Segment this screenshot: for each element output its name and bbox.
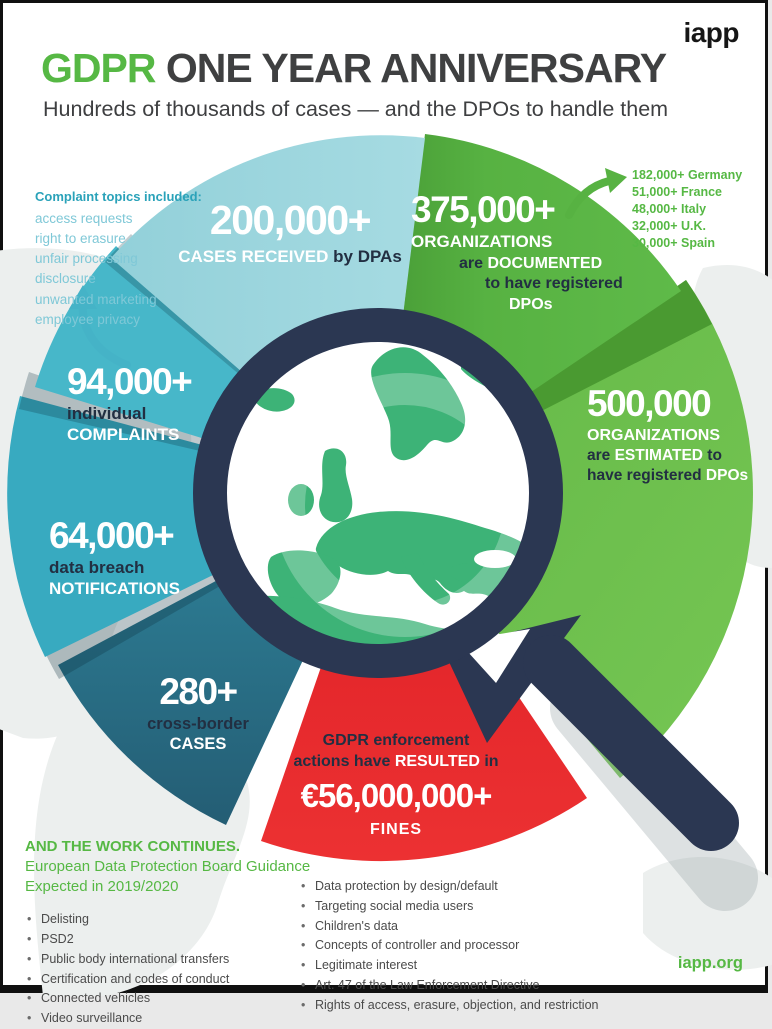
guidance-item: • Art. 47 of the Law Enforcement Directive — [299, 976, 598, 996]
stat-value: 375,000+ — [411, 189, 555, 230]
stat-value: 500,000 — [587, 383, 711, 424]
guidance-item: • PSD2 — [25, 930, 310, 950]
stat-text-white: RESULTED — [394, 752, 480, 770]
stat-fines — [258, 731, 534, 839]
guidance-item: • Data protection by design/default — [299, 877, 598, 897]
country-stat: 32,000+ U.K. — [632, 218, 707, 233]
stat-label: FINES — [369, 820, 423, 838]
stat-text-white: NOTIFICATIONS — [49, 578, 180, 598]
work-continues-sub2: Expected in 2019/2020 — [25, 877, 179, 895]
stat-documented — [411, 187, 651, 314]
stat-text-dark: cross-border — [147, 715, 249, 734]
country-stat: 48,000+ Italy — [632, 201, 707, 216]
page-subtitle: Hundreds of thousands of cases — and the DPOs to handle them — [43, 97, 669, 121]
iapp-org-link: iapp.org — [677, 954, 743, 972]
dpo-countries-list — [632, 167, 742, 251]
stat-breaches — [49, 513, 180, 600]
stat-value: 64,000+ — [49, 515, 174, 556]
guidance-item: • Certification and codes of conduct — [25, 970, 310, 990]
stat-label-dark: by DPAs — [333, 247, 402, 267]
complaint-topics-title: Complaint topics included: — [35, 189, 202, 204]
stat-text-dark: individual — [67, 404, 147, 424]
stat-label: CASES RECEIVED — [178, 247, 334, 267]
stat-cases-received — [161, 195, 419, 268]
guidance-item: • Children's data — [299, 917, 598, 937]
dpo-countries — [632, 167, 742, 251]
title-rest: ONE YEAR ANNIVERSARY — [155, 45, 667, 91]
stat-text-white: CASES — [169, 735, 227, 754]
complaint-topic: unwanted marketing — [35, 291, 157, 307]
stat-value: 280+ — [159, 671, 237, 712]
guidance-item: • Public body international transfers — [25, 950, 310, 970]
work-continues-title: AND THE WORK CONTINUES. — [25, 838, 240, 855]
guidance-item: • Targeting social media users — [299, 897, 598, 917]
stat-label: ORGANIZATIONS — [411, 232, 553, 252]
guidance-item: • Concepts of controller and processor — [299, 936, 598, 956]
title-highlight: GDPR — [41, 45, 156, 91]
stat-text-dark: are — [459, 254, 488, 272]
guidance-item: • Legitimate interest — [299, 956, 598, 976]
stat-value: 94,000+ — [67, 361, 192, 402]
stat-text-white: DPOs — [509, 295, 553, 313]
stat-text-dark: to have registered — [485, 275, 623, 293]
complaint-topic: unfair processing — [35, 251, 138, 266]
stat-value: 200,000+ — [209, 197, 371, 243]
page-title — [41, 45, 666, 92]
complaint-topic: disclosure — [35, 271, 96, 287]
stat-text-white: DOCUMENTED — [487, 254, 603, 272]
guidance-item: • Rights of access, erasure, objection, and restriction — [299, 996, 598, 1016]
country-stat: 182,000+ Germany — [632, 168, 743, 182]
country-stat: 30,000+ Spain — [632, 235, 716, 250]
complaint-topic: right to erasure — [35, 230, 126, 246]
stat-text-dark: data breach — [49, 558, 145, 578]
guidance-list-left — [25, 910, 310, 1029]
stat-label: ORGANIZATIONS — [587, 427, 721, 445]
work-continues-sub1: European Data Protection Board Guidance — [25, 857, 311, 875]
stat-text-dark: actions have — [293, 752, 395, 770]
stat-estimated — [587, 381, 772, 485]
stat-text-white: ESTIMATED — [614, 446, 703, 464]
stat-text-dark: have registered — [587, 466, 706, 484]
stat-text-dark: in — [479, 752, 499, 770]
complaint-topic: access requests — [35, 210, 133, 226]
stat-text-dark: GDPR enforcement — [322, 732, 470, 749]
stat-text-white: DPOs — [705, 466, 749, 484]
country-stat: 51,000+ France — [632, 184, 722, 199]
stat-text-dark: to — [703, 446, 722, 464]
iapp-logo: iapp — [683, 17, 739, 48]
stat-complaints — [67, 359, 191, 446]
complaint-topic: employee privacy — [35, 311, 141, 327]
stat-text-dark: are — [587, 446, 615, 464]
guidance-item: • Connected vehicles — [25, 989, 310, 1009]
guidance-item: • Video surveillance — [25, 1009, 310, 1029]
stat-value: €56,000,000+ — [300, 776, 492, 814]
guidance-list-right — [299, 877, 598, 1015]
guidance-item: • Delisting — [25, 910, 310, 930]
stat-text-white: COMPLAINTS — [67, 424, 180, 444]
work-continues — [25, 837, 310, 1029]
